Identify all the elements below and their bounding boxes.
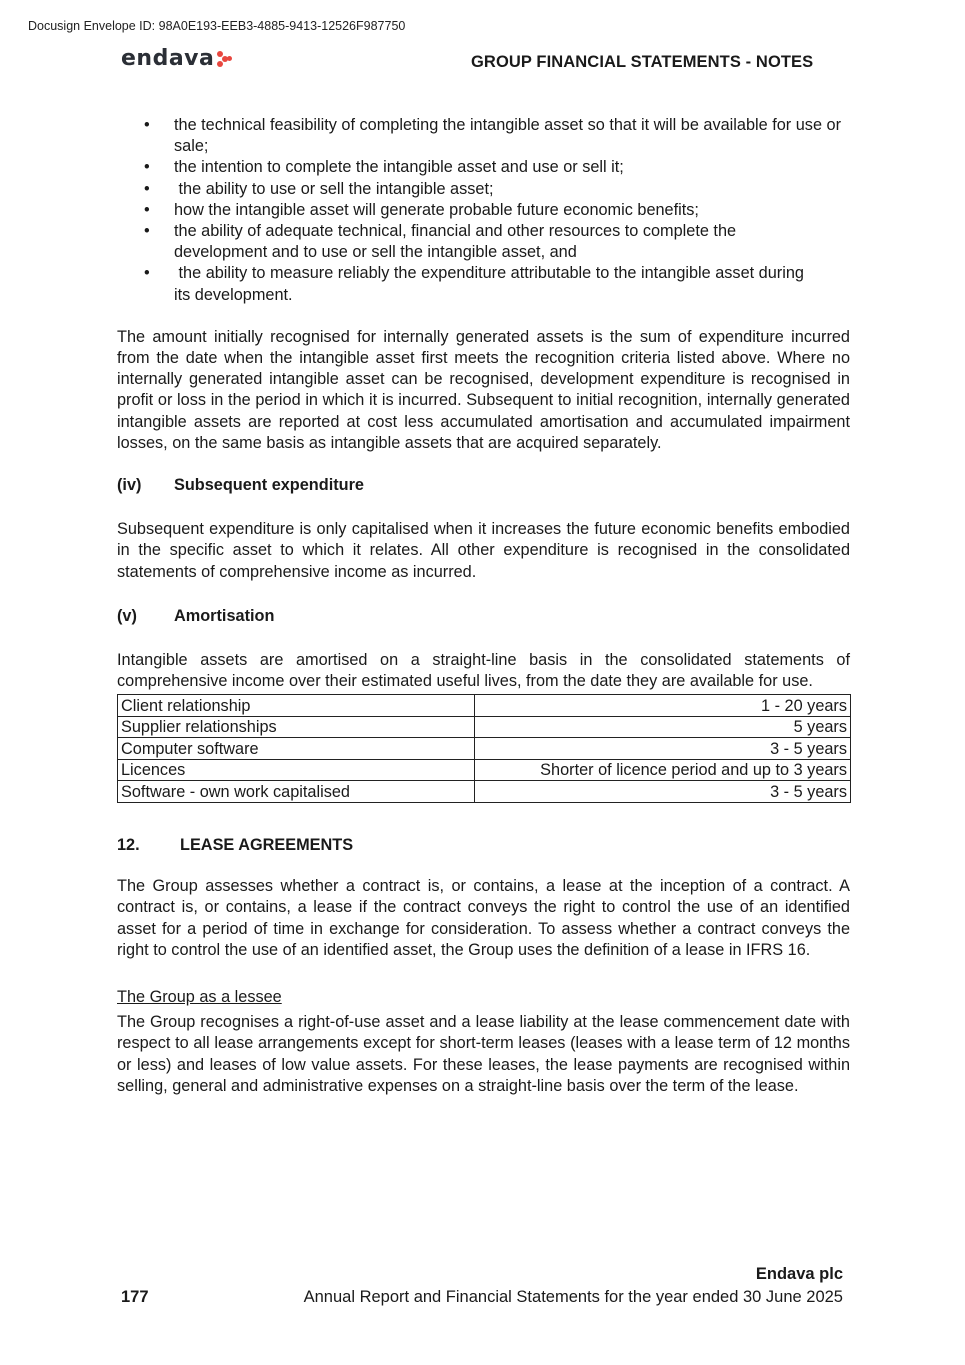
table-row (118, 716, 851, 738)
lessee-paragraph: The Group recognises a right-of-use asset and a lease liability at the lease commencement date with respect to all lease arrangements except for short-term leases (leases with a lease term of 12 months or less) and leases of low value assets. For these leases, the lease payments are recognised within selling, general and administrative expenses on a straight-line basis over the term of the lease. (117, 1013, 850, 1095)
footer-report-title: Annual Report and Financial Statements for the year ended 30 June 2025 (303, 1288, 843, 1306)
subsequent-expenditure-paragraph: Subsequent expenditure is only capitalised when it increases the future economic benefits embodied in the specific asset to which it relates. All other expenditure is recognised in the consolidated statements of comprehensive income as incurred. (117, 520, 850, 581)
docusign-envelope-id: Docusign Envelope ID: 98A0E193-EEB3-4885-9413-12526F987750 (28, 19, 406, 33)
endava-logo (121, 48, 233, 70)
table-row (118, 759, 851, 781)
section-title: Subsequent expenditure (174, 476, 364, 495)
table-cell-life: 3 - 5 years (475, 781, 851, 803)
bullet-icon: • (144, 116, 150, 134)
table-cell-asset: Software - own work capitalised (118, 781, 475, 803)
list-item: • the technical feasibility of completing the intangible asset so that it will be available for use or sale; (144, 116, 841, 156)
page-number: 177 (121, 1288, 149, 1306)
useful-lives-table (117, 694, 851, 803)
bullet-icon: • (144, 200, 150, 219)
table-row (118, 738, 851, 760)
bullet-icon: • (144, 222, 150, 241)
footer-company-name: Endava plc (755, 1265, 843, 1283)
list-item: • the ability to measure reliably the expenditure attributable to the intangible asset during its development. (144, 264, 809, 304)
section-heading-amortisation (117, 606, 850, 627)
section-number: (iv) (117, 476, 142, 495)
table-cell-life: 1 - 20 years (475, 695, 851, 717)
recognition-criteria-list (117, 115, 850, 306)
bullet-icon: • (144, 264, 150, 283)
table-cell-asset: Supplier relationships (118, 716, 475, 738)
section-title: LEASE AGREEMENTS (180, 835, 354, 854)
section-heading-subsequent-expenditure (117, 475, 850, 496)
list-item: • the ability of adequate technical, financial and other resources to complete the development and to use or sell the intangible asset, and (144, 222, 737, 262)
table-cell-life: 3 - 5 years (475, 738, 851, 760)
section-heading-lease-agreements (117, 835, 850, 856)
table-row (118, 781, 851, 803)
lessee-subheading: The Group as a lessee (117, 987, 282, 1006)
lease-definition-paragraph: The Group assesses whether a contract is, or contains, a lease at the inception of a contract. A contract is, or contains, a lease if the contract conveys the right to control the use of an identified asset for a period of time in exchange for consideration. To assess whether a contract conveys the right to control the use of an identified asset, the Group uses the definition of a lease in IFRS 16. (117, 877, 850, 959)
bullet-icon: • (144, 158, 150, 177)
amortisation-paragraph: Intangible assets are amortised on a straight-line basis in the consolidated statements of comprehensive income over their estimated useful lives, from the date they are available for use. (117, 651, 850, 691)
page-header-title: GROUP FINANCIAL STATEMENTS - NOTES (471, 53, 814, 71)
table-cell-asset: Computer software (118, 738, 475, 760)
logo-wordmark: endava (121, 46, 215, 71)
document-body (117, 115, 850, 1097)
logo-dots-icon (217, 50, 233, 68)
list-item: • how the intangible asset will generate probable future economic benefits; (117, 200, 850, 221)
table-cell-life: 5 years (475, 716, 851, 738)
internally-generated-paragraph: The amount initially recognised for internally generated assets is the sum of expenditure incurred from the date when the intangible asset first meets the recognition criteria listed above. Where no internally generated intangible asset can be recognised, development expenditure is recognised in profit or loss in the period in which it is incurred. Subsequent to initial recognition, internally generated intangible assets are reported at cost less accumulated amortisation and accumulated impairment losses, on the same basis as intangible assets that are acquired separately. (117, 327, 850, 452)
table-row (118, 695, 851, 717)
list-item: • the intention to complete the intangible asset and use or sell it; (117, 157, 850, 178)
section-number: 12. (117, 835, 140, 854)
table-cell-asset: Licences (118, 759, 475, 781)
list-item: • the ability to use or sell the intangible asset; (117, 179, 850, 200)
section-number: (v) (117, 606, 137, 625)
table-cell-asset: Client relationship (118, 695, 475, 717)
table-cell-life: Shorter of licence period and up to 3 years (475, 759, 851, 781)
section-title: Amortisation (174, 606, 275, 625)
bullet-icon: • (144, 179, 150, 198)
